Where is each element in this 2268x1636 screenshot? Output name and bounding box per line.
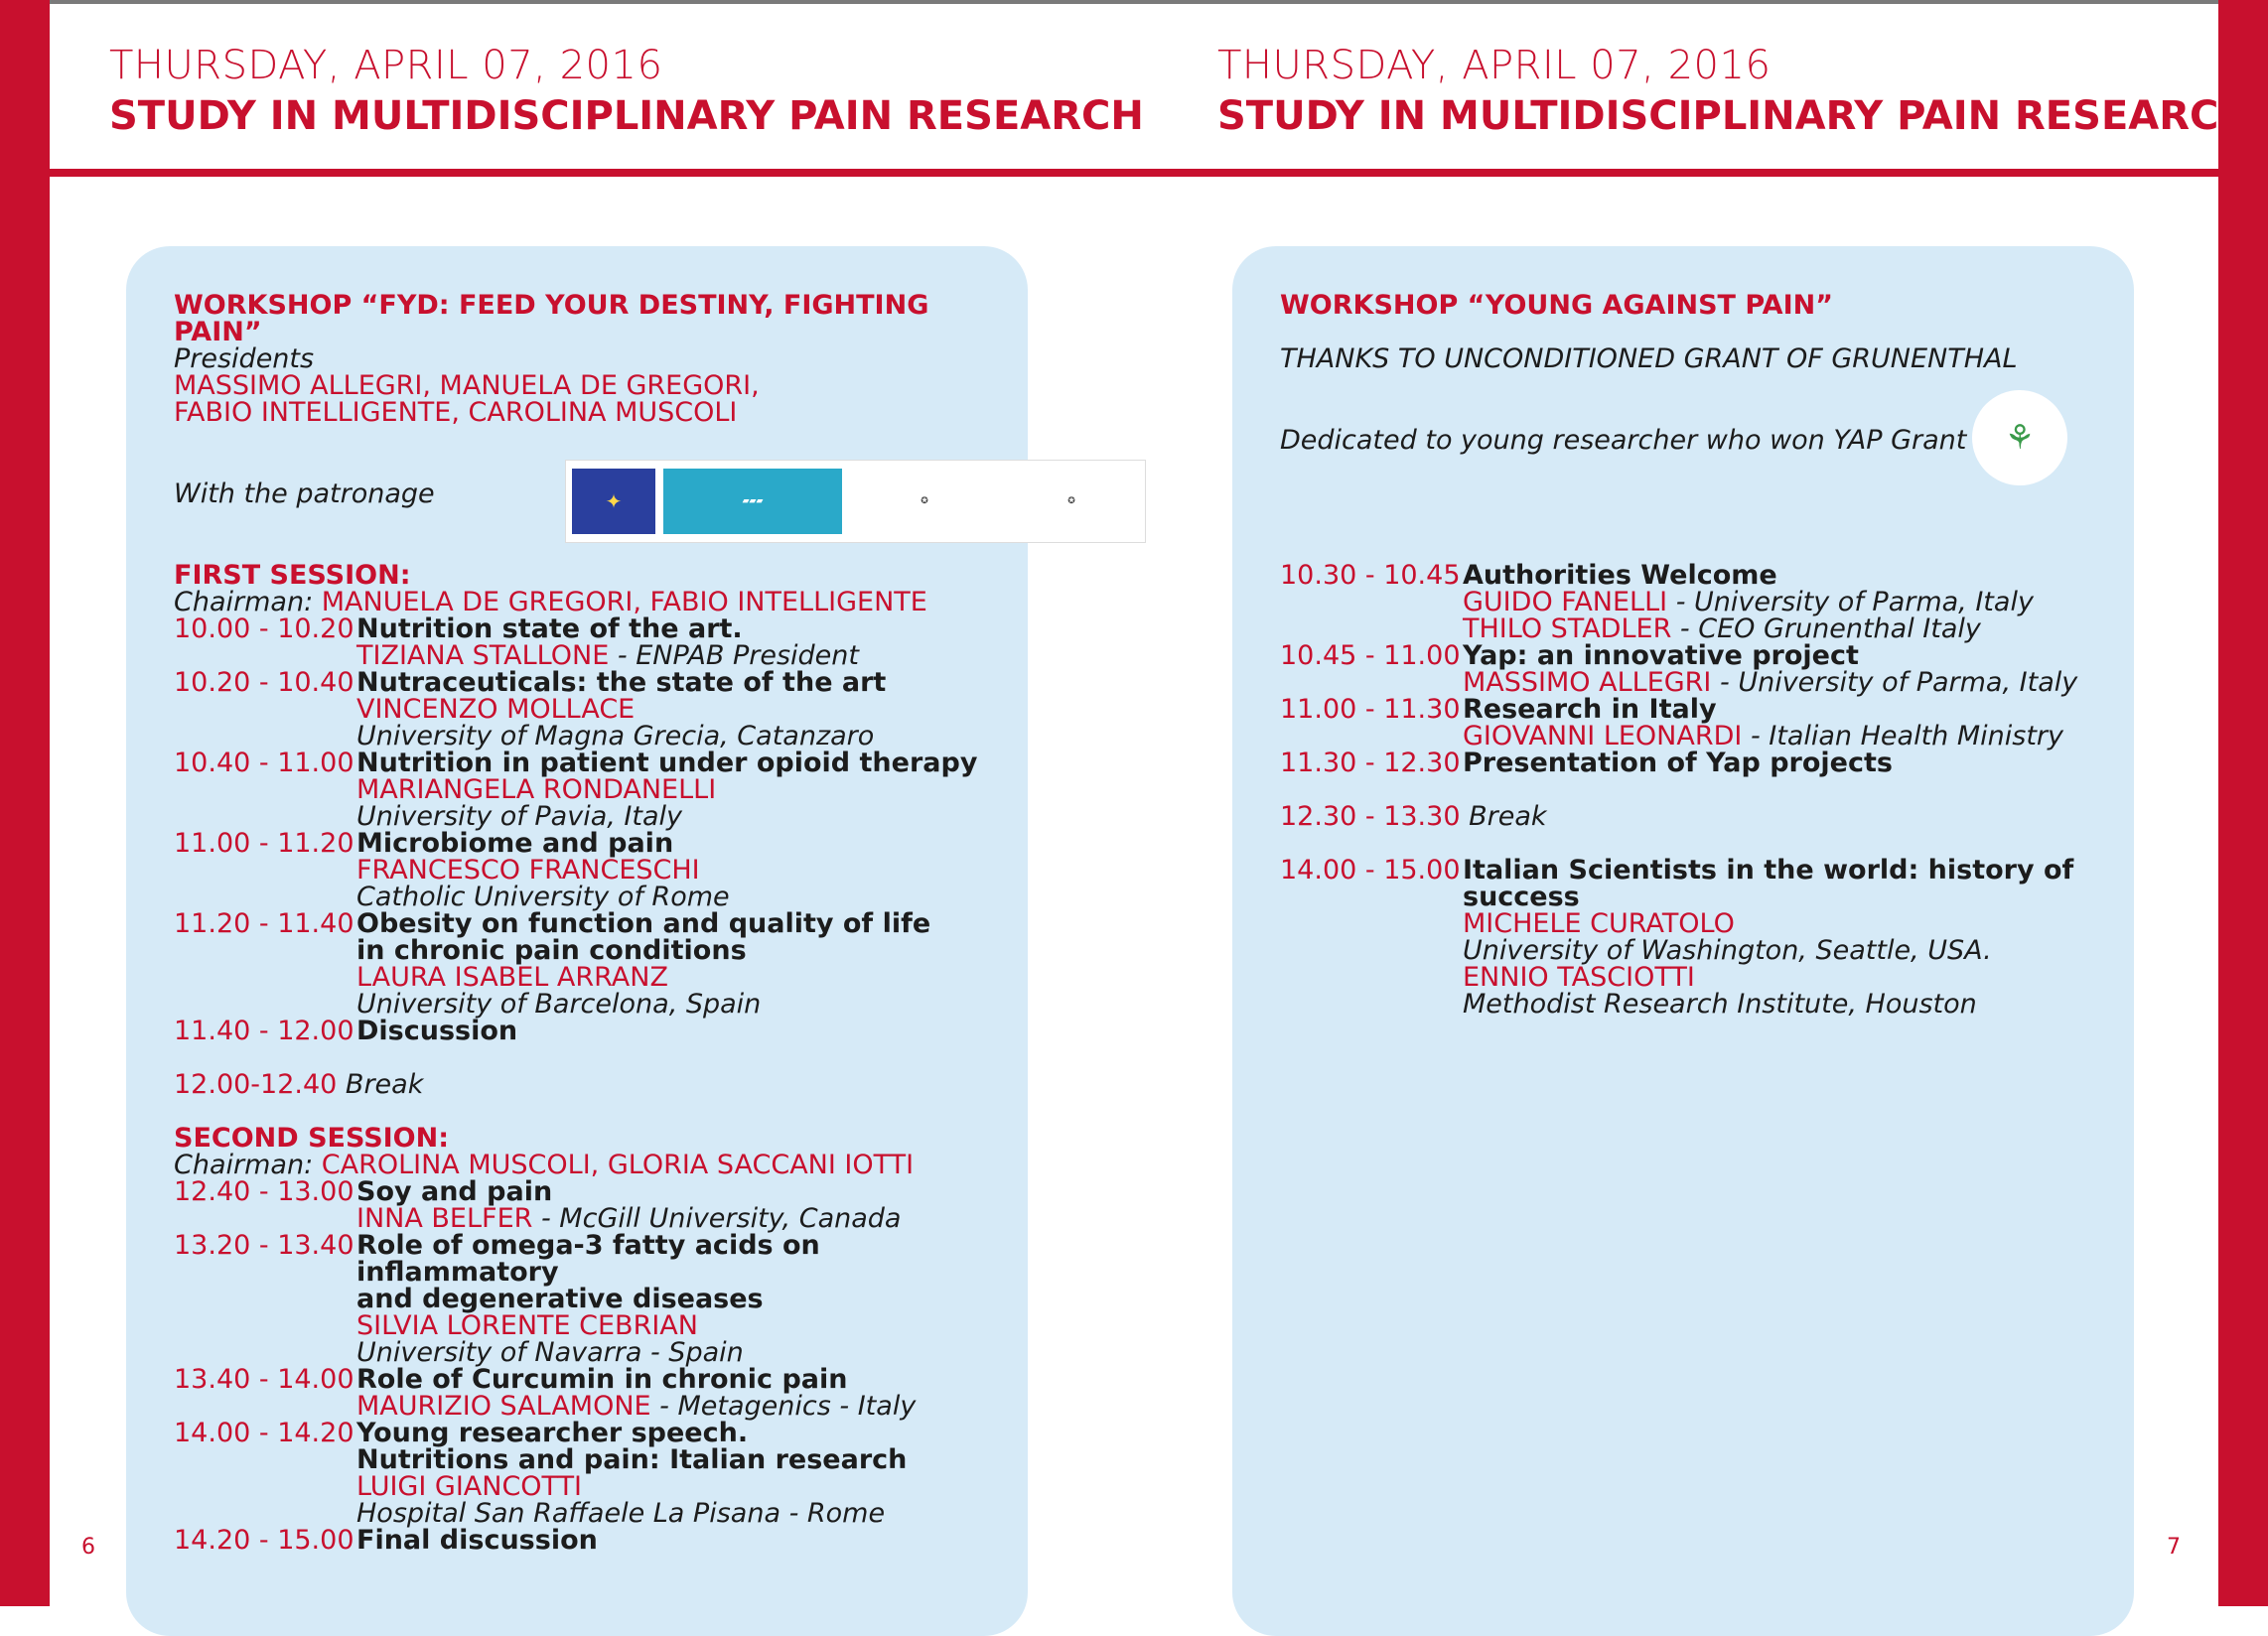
page-number-right: 7 <box>2167 1535 2181 1560</box>
second-session-title: SECOND SESSION: <box>174 1123 450 1154</box>
agenda-row: 11.40 - 12.00 Discussion <box>174 1016 518 1046</box>
workshop-title: WORKSHOP “YOUNG AGAINST PAIN” <box>1280 290 1833 321</box>
page-number-left: 6 <box>81 1535 95 1560</box>
left-page-header <box>109 40 1144 141</box>
agenda-row: 11.00 - 11.20 Microbiome and pain FRANCESCO FRANCESCHI Catholic University of Rome <box>174 828 730 912</box>
patronage-logos <box>565 460 1146 543</box>
header-title: STUDY IN MULTIDISCIPLINARY PAIN RESEARCH <box>109 93 1144 139</box>
agenda-row: 14.00 - 14.20 Young researcher speech. Nutritions and pain: Italian research LUIGI GIANCOTTI Hospital San Raffaele La Pisana - Rome <box>174 1418 908 1529</box>
presidents-names-1: MASSIMO ALLEGRI, MANUELA DE GREGORI, <box>174 370 760 401</box>
presidents-names-2: FABIO INTELLIGENTE, CAROLINA MUSCOLI <box>174 397 738 428</box>
second-session-chair: Chairman: CAROLINA MUSCOLI, GLORIA SACCANI IOTTI <box>174 1150 915 1180</box>
agenda-row: 10.30 - 10.45 Authorities Welcome GUIDO FANELLI - University of Parma, Italy THILO STADLER - CEO Grunenthal Italy <box>1280 560 2034 644</box>
workshop-title-text: WORKSHOP “FYD: FEED YOUR DESTINY, FIGHTING PAIN” <box>174 290 929 347</box>
workshop-fyd-panel <box>126 246 1075 1636</box>
presidents-block <box>174 345 1008 426</box>
left-red-edge <box>0 0 50 1606</box>
top-border <box>0 0 2268 4</box>
pon-logo: ▰▰▰ <box>663 469 842 534</box>
agenda-row: 10.45 - 11.00 Yap: an innovative project MASSIMO ALLEGRI - University of Parma, Italy <box>1280 640 2078 698</box>
agenda-row: 14.00 - 15.00 Italian Scientists in the world: history of success MICHELE CURATOLO University of Washington, Seattle, USA. ENNIO TASCIOTTI Methodist Research Institute, Houston <box>1280 855 2074 1020</box>
right-page-header <box>1217 40 2252 141</box>
break-line: 12.30 - 13.30 Break <box>1280 801 1547 832</box>
agenda-row: 10.00 - 10.20 Nutrition state of the art. TIZIANA STALLONE - ENPAB President <box>174 614 859 671</box>
agenda-row: 11.00 - 11.30 Research in Italy GIOVANNI LEONARDI - Italian Health Ministry <box>1280 694 2063 751</box>
header-date: THURSDAY, APRIL 07, 2016 <box>109 43 663 88</box>
right-red-edge <box>2218 0 2268 1606</box>
header-red-band <box>50 169 2218 177</box>
first-session-chair: Chairman: MANUELA DE GREGORI, FABIO INTELLIGENTE <box>174 587 927 617</box>
header-title: STUDY IN MULTIDISCIPLINARY PAIN RESEARCH <box>1217 93 2252 139</box>
agenda-row: 13.20 - 13.40 Role of omega-3 fatty acids on inflammatory and degenerative diseases SILVIA LORENTE CEBRIAN University of Navarra - Spain <box>174 1230 820 1368</box>
yap-logo: ⚘ <box>1972 390 2067 485</box>
eu-flag-logo: ✦ <box>572 469 655 534</box>
agenda-row: 11.20 - 11.40 Obesity on function and quality of life in chronic pain conditions LAURA ISABEL ARRANZ University of Barcelona, Spain <box>174 908 931 1020</box>
presidents-label: Presidents <box>174 343 315 374</box>
workshop-yap-panel <box>1232 246 2134 1636</box>
ministry-education-seal: ✪ <box>921 496 928 506</box>
dedicated-line: Dedicated to young researcher who won YAP Grant <box>1280 425 1967 456</box>
agenda-row: 10.40 - 11.00 Nutrition in patient under opioid therapy MARIANGELA RONDANELLI University of Pavia, Italy <box>174 748 978 832</box>
agenda-row: 13.40 - 14.00 Role of Curcumin in chronic pain MAURIZIO SALAMONE - Metagenics - Italy <box>174 1364 917 1422</box>
first-session-title: FIRST SESSION: <box>174 560 411 591</box>
header-date: THURSDAY, APRIL 07, 2016 <box>1217 43 1772 88</box>
agenda-row: 10.20 - 10.40 Nutraceuticals: the state of the art VINCENZO MOLLACE University of Magna Grecia, Catanzaro <box>174 667 887 751</box>
agenda-row: 11.30 - 12.30 Presentation of Yap projects <box>1280 748 1893 778</box>
yap-agenda <box>1280 562 2114 1018</box>
first-session <box>174 562 1008 1554</box>
agenda-row: 14.20 - 15.00 Final discussion <box>174 1525 598 1556</box>
ministry-cohesion-seal: ✪ <box>1067 496 1075 506</box>
break-line: 12.00-12.40 Break <box>174 1069 424 1100</box>
patronage-label: With the patronage <box>174 478 435 509</box>
grant-line: THANKS TO UNCONDITIONED GRANT OF GRUNENTHAL <box>1280 343 2018 374</box>
agenda-row: 12.40 - 13.00 Soy and pain INNA BELFER - McGill University, Canada <box>174 1176 902 1234</box>
